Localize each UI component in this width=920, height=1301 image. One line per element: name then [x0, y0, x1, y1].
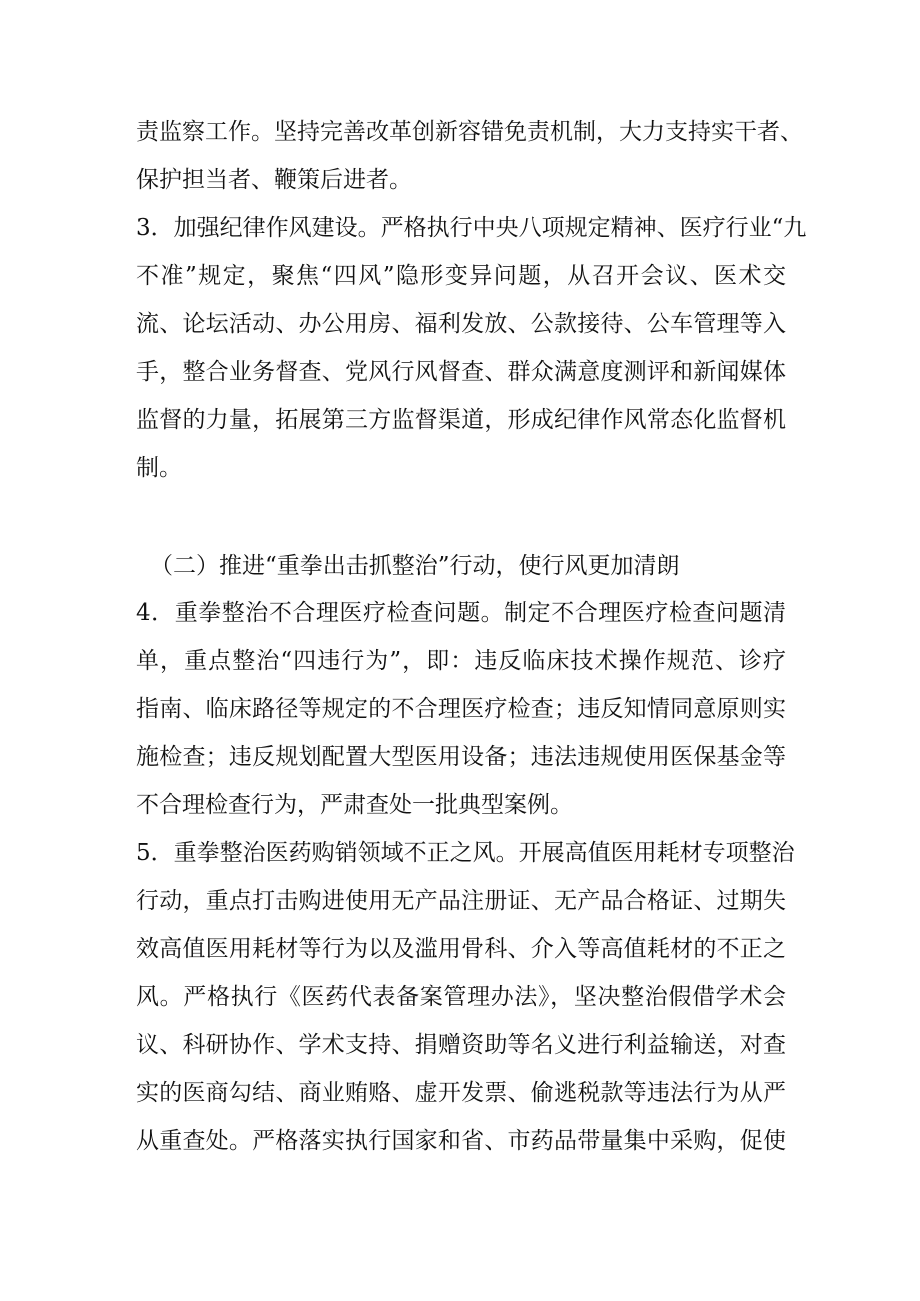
paragraph-line: 流、论坛活动、办公用房、福利发放、公款接待、公车管理等入	[136, 311, 786, 337]
paragraph-line: 不合理检查行为，严肃查处一批典型案例。	[136, 792, 573, 818]
paragraph-line: 制。	[136, 455, 182, 481]
paragraph-line: 效高值医用耗材等行为以及滥用骨科、介入等高值耗材的不正之	[136, 936, 786, 962]
paragraph-line: 指南、临床路径等规定的不合理医疗检查；违反知情同意原则实	[136, 696, 786, 722]
paragraph-line: 风。严格执行《医药代表备案管理办法》，坚决整治假借学术会	[136, 984, 786, 1010]
paragraph-line: 手，整合业务督查、党风行风督查、群众满意度测评和新闻媒体	[136, 359, 786, 385]
paragraph-line: 监督的力量，拓展第三方监督渠道，形成纪律作风常态化监督机	[136, 407, 786, 433]
paragraph-line: 议、科研协作、学术支持、捐赠资助等名义进行利益输送，对查	[136, 1032, 786, 1058]
paragraph-line: 施检查；违反规划配置大型医用设备；违法违规使用医保基金等	[136, 744, 786, 770]
paragraph-line: 责监察工作。坚持完善改革创新容错免责机制，大力支持实干者、	[136, 119, 803, 145]
item-3-heading-line: 3．加强纪律作风建设。严格执行中央八项规定精神、医疗行业“九	[136, 215, 807, 241]
item-5-heading-line: 5．重拳整治医药购销领域不正之风。开展高值医用耗材专项整治	[136, 840, 795, 866]
paragraph-line: 从重查处。严格落实执行国家和省、市药品带量集中采购，促使	[136, 1128, 786, 1154]
section-heading: （二）推进“重拳出击抓整治”行动，使行风更加清朗	[150, 553, 680, 579]
paragraph-line: 单，重点整治“四违行为”，即：违反临床技术操作规范、诊疗	[136, 648, 786, 674]
paragraph-line: 实的医商勾结、商业贿赂、虚开发票、偷逃税款等违法行为从严	[136, 1080, 786, 1106]
paragraph-line: 行动，重点打击购进使用无产品注册证、无产品合格证、过期失	[136, 888, 786, 914]
paragraph-line: 保护担当者、鞭策后进者。	[136, 167, 412, 193]
item-4-heading-line: 4．重拳整治不合理医疗检查问题。制定不合理医疗检查问题清	[136, 600, 786, 626]
paragraph-line: 不准”规定，聚焦“四风”隐形变异问题，从召开会议、医术交	[136, 263, 786, 289]
